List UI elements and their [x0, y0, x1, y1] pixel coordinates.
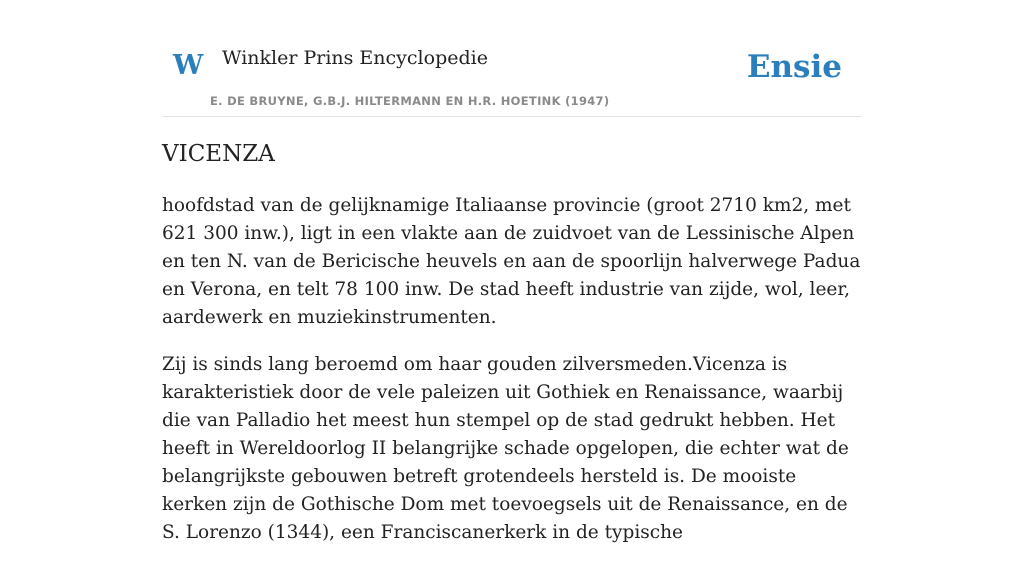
winkler-prins-logo[interactable]: W [173, 50, 204, 81]
book-title[interactable]: Winkler Prins Encyclopedie [222, 47, 488, 69]
article-paragraph: hoofdstad van de gelijknamige Italiaanse provincie (groot 2710 km2, met 621 300 inw.), ligt in een vlakte aan de zuidvoet van de Lessinische Alpen en ten N. van de Bericische heuvels en aan de spoorlijn halverwege Padua en Verona, en telt 78 100 inw. De stad heeft industrie van zijde, wol, leer, aardewerk en muziekinstrumenten. [162, 195, 861, 328]
entry-title: VICENZA [162, 141, 275, 167]
page [162, 0, 862, 543]
ensie-logo-link[interactable]: Ensie [746, 49, 842, 85]
article-body [162, 192, 862, 566]
site-header [162, 0, 862, 117]
book-authors: E. DE BRUYNE, G.B.J. HILTERMANN EN H.R. HOETINK (1947) [210, 94, 610, 108]
article-paragraph: Zij is sinds lang beroemd om haar gouden zilversmeden.Vicenza is karakteristiek door de vele paleizen uit Gothiek en Renaissance, waarbij die van Palladio het meest hun stempel op de stad gedrukt hebben. Het heeft in Wereldoorlog II belangrijke schade opgelopen, die echter wat de belangrijkste gebouwen betreft grotendeels hersteld is. De mooiste kerken zijn de Gothische Dom met toevoegsels uit de Renaissance, en de S. Lorenzo (1344), een Franciscanerkerk in de typische [162, 354, 849, 543]
